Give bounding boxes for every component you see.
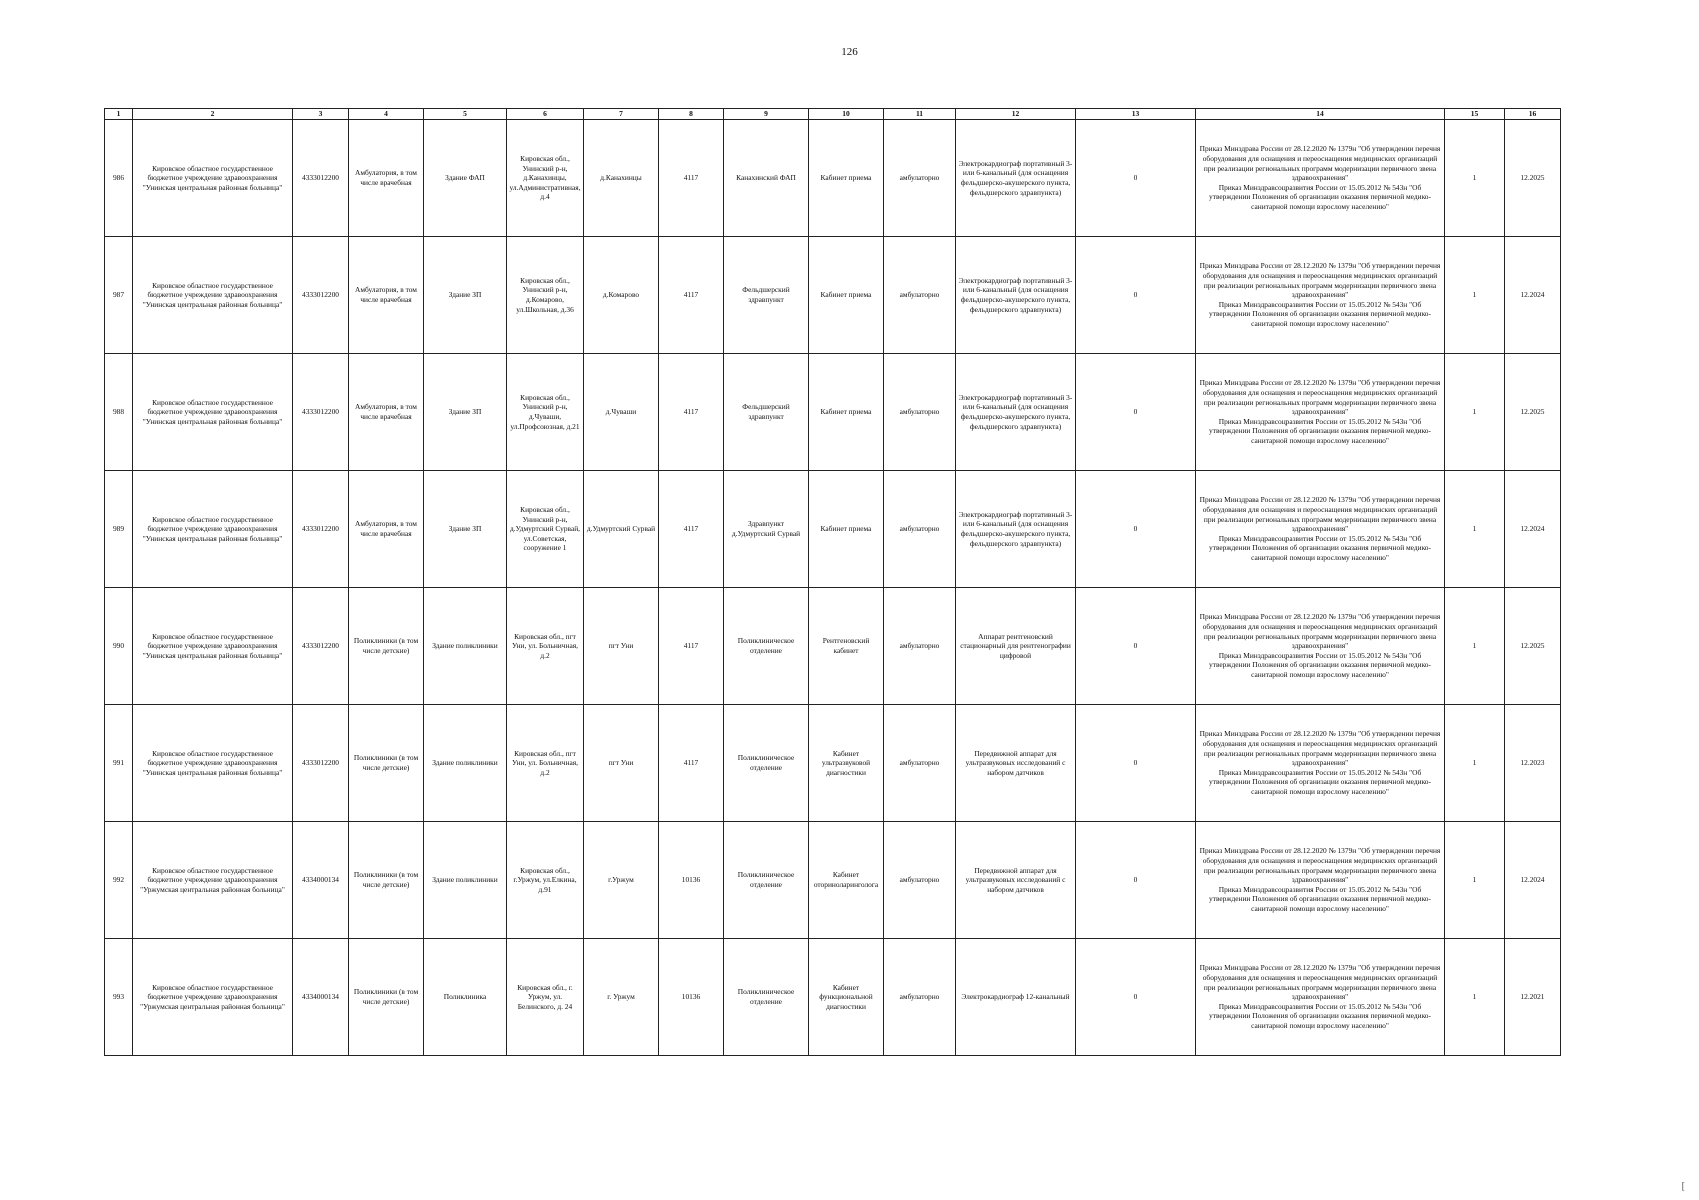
code-cell: 4117 — [659, 120, 724, 237]
care-mode-cell: амбулаторно — [884, 354, 956, 471]
facility-type-cell: Поликлиники (в том числе детские) — [349, 939, 424, 1056]
column-number-4: 4 — [349, 109, 424, 120]
column-number-5: 5 — [424, 109, 507, 120]
planned-count-cell: 1 — [1445, 471, 1505, 588]
facility-type-cell: Амбулатория, в том числе врачебная — [349, 237, 424, 354]
organization-cell: Кировское областное государственное бюджетное учреждение здравоохранения "Уржумская центральная районная больница" — [133, 822, 293, 939]
room-cell: Кабинет приема — [809, 471, 884, 588]
inn-cell: 4333012200 — [293, 354, 349, 471]
legal-basis-cell: Приказ Минздрава России от 28.12.2020 № 1379н "Об утверждении перечня оборудования для оснащения и переоснащения медицинских организаций при реализации региональных программ модернизации первичного звена здравоохранения" Приказ Минздравсоцразвития России от 15.05.2012 № 543н "Об утверждении Положения об организации оказания первичной медико-санитарной помощи взрослому населению" — [1196, 237, 1445, 354]
facility-type-cell: Амбулатория, в том числе врачебная — [349, 120, 424, 237]
page-number: 126 — [841, 46, 858, 58]
due-date-cell: 12.2021 — [1505, 939, 1561, 1056]
inn-cell: 4333012200 — [293, 120, 349, 237]
address-cell: Кировская обл., г.Уржум, ул.Елкина, д.91 — [507, 822, 584, 939]
row-number-cell: 992 — [105, 822, 133, 939]
equipment-cell: Электрокардиограф 12-канальный — [956, 939, 1076, 1056]
due-date-cell: 12.2024 — [1505, 822, 1561, 939]
inn-cell: 4333012200 — [293, 471, 349, 588]
legal-basis-cell: Приказ Минздрава России от 28.12.2020 № 1379н "Об утверждении перечня оборудования для оснащения и переоснащения медицинских организаций при реализации региональных программ модернизации первичного звена здравоохранения" Приказ Минздравсоцразвития России от 15.05.2012 № 543н "Об утверждении Положения об организации оказания первичной медико-санитарной помощи взрослому населению" — [1196, 705, 1445, 822]
row-number-cell: 989 — [105, 471, 133, 588]
building-cell: Здание поликлиники — [424, 705, 507, 822]
inn-cell: 4333012200 — [293, 705, 349, 822]
unit-cell: Поликлиническое отделение — [724, 588, 809, 705]
due-date-cell: 12.2025 — [1505, 588, 1561, 705]
organization-cell: Кировское областное государственное бюджетное учреждение здравоохранения "Унинская центральная районная больница" — [133, 354, 293, 471]
care-mode-cell: амбулаторно — [884, 471, 956, 588]
legal-basis-cell: Приказ Минздрава России от 28.12.2020 № 1379н "Об утверждении перечня оборудования для оснащения и переоснащения медицинских организаций при реализации региональных программ модернизации первичного звена здравоохранения" Приказ Минздравсоцразвития России от 15.05.2012 № 543н "Об утверждении Положения об организации оказания первичной медико-санитарной помощи взрослому населению" — [1196, 822, 1445, 939]
building-cell: Здание поликлиники — [424, 822, 507, 939]
organization-cell: Кировское областное государственное бюджетное учреждение здравоохранения "Унинская центральная районная больница" — [133, 237, 293, 354]
row-number-cell: 986 — [105, 120, 133, 237]
settlement-cell: г.Уржум — [584, 822, 659, 939]
column-number-2: 2 — [133, 109, 293, 120]
quantity-cell: 0 — [1076, 471, 1196, 588]
address-cell: Кировская обл., пгт Уни, ул. Больничная, д.2 — [507, 588, 584, 705]
facility-type-cell: Поликлиники (в том числе детские) — [349, 822, 424, 939]
organization-cell: Кировское областное государственное бюджетное учреждение здравоохранения "Унинская центральная районная больница" — [133, 471, 293, 588]
quantity-cell: 0 — [1076, 237, 1196, 354]
table-row — [105, 354, 1561, 471]
row-number-cell: 993 — [105, 939, 133, 1056]
address-cell: Кировская обл., Унинский р-н, д.Удмуртский Сурвай, ул.Советская, сооружение 1 — [507, 471, 584, 588]
code-cell: 4117 — [659, 705, 724, 822]
column-number-row — [105, 109, 1561, 120]
address-cell: Кировская обл., Унинский р-н, д.Комарово, ул.Школьная, д.36 — [507, 237, 584, 354]
column-number-13: 13 — [1076, 109, 1196, 120]
quantity-cell: 0 — [1076, 939, 1196, 1056]
unit-cell: Фельдшерский здравпункт — [724, 354, 809, 471]
address-cell: Кировская обл., г. Уржум, ул. Белинского, д. 24 — [507, 939, 584, 1056]
code-cell: 4117 — [659, 354, 724, 471]
due-date-cell: 12.2024 — [1505, 471, 1561, 588]
inn-cell: 4334000134 — [293, 822, 349, 939]
building-cell: Здание ЗП — [424, 237, 507, 354]
column-number-1: 1 — [105, 109, 133, 120]
quantity-cell: 0 — [1076, 120, 1196, 237]
unit-cell: Поликлиническое отделение — [724, 939, 809, 1056]
building-cell: Здание ФАП — [424, 120, 507, 237]
room-cell: Кабинет приема — [809, 237, 884, 354]
legal-basis-cell: Приказ Минздрава России от 28.12.2020 № 1379н "Об утверждении перечня оборудования для оснащения и переоснащения медицинских организаций при реализации региональных программ модернизации первичного звена здравоохранения" Приказ Минздравсоцразвития России от 15.05.2012 № 543н "Об утверждении Положения об организации оказания первичной медико-санитарной помощи взрослому населению" — [1196, 120, 1445, 237]
column-number-8: 8 — [659, 109, 724, 120]
quantity-cell: 0 — [1076, 822, 1196, 939]
column-number-14: 14 — [1196, 109, 1445, 120]
legal-basis-cell: Приказ Минздрава России от 28.12.2020 № 1379н "Об утверждении перечня оборудования для оснащения и переоснащения медицинских организаций при реализации региональных программ модернизации первичного звена здравоохранения" Приказ Минздравсоцразвития России от 15.05.2012 № 543н "Об утверждении Положения об организации оказания первичной медико-санитарной помощи взрослому населению" — [1196, 354, 1445, 471]
table-row — [105, 939, 1561, 1056]
settlement-cell: д.Комарово — [584, 237, 659, 354]
table-row — [105, 705, 1561, 822]
organization-cell: Кировское областное государственное бюджетное учреждение здравоохранения "Унинская центральная районная больница" — [133, 120, 293, 237]
planned-count-cell: 1 — [1445, 588, 1505, 705]
equipment-cell: Электрокардиограф портативный 3- или 6-канальный (для оснащения фельдшерско-акушерского пункта, фельдшерского здравпункта) — [956, 237, 1076, 354]
planned-count-cell: 1 — [1445, 705, 1505, 822]
due-date-cell: 12.2024 — [1505, 237, 1561, 354]
row-number-cell: 987 — [105, 237, 133, 354]
equipment-cell: Аппарат рентгеновский стационарный для рентгенографии цифровой — [956, 588, 1076, 705]
code-cell: 4117 — [659, 237, 724, 354]
column-number-15: 15 — [1445, 109, 1505, 120]
unit-cell: Канахинский ФАП — [724, 120, 809, 237]
room-cell: Рентгеновский кабинет — [809, 588, 884, 705]
settlement-cell: д.Чуваши — [584, 354, 659, 471]
legal-basis-cell: Приказ Минздрава России от 28.12.2020 № 1379н "Об утверждении перечня оборудования для оснащения и переоснащения медицинских организаций при реализации региональных программ модернизации первичного звена здравоохранения" Приказ Минздравсоцразвития России от 15.05.2012 № 543н "Об утверждении Положения об организации оказания первичной медико-санитарной помощи взрослому населению" — [1196, 471, 1445, 588]
equipment-cell: Электрокардиограф портативный 3- или 6-канальный (для оснащения фельдшерско-акушерского пункта, фельдшерского здравпункта) — [956, 471, 1076, 588]
planned-count-cell: 1 — [1445, 354, 1505, 471]
settlement-cell: пгт Уни — [584, 705, 659, 822]
column-number-9: 9 — [724, 109, 809, 120]
column-number-12: 12 — [956, 109, 1076, 120]
facility-type-cell: Амбулатория, в том числе врачебная — [349, 354, 424, 471]
care-mode-cell: амбулаторно — [884, 237, 956, 354]
code-cell: 4117 — [659, 471, 724, 588]
legal-basis-cell: Приказ Минздрава России от 28.12.2020 № 1379н "Об утверждении перечня оборудования для оснащения и переоснащения медицинских организаций при реализации региональных программ модернизации первичного звена здравоохранения" Приказ Минздравсоцразвития России от 15.05.2012 № 543н "Об утверждении Положения об организации оказания первичной медико-санитарной помощи взрослому населению" — [1196, 939, 1445, 1056]
facility-type-cell: Поликлиники (в том числе детские) — [349, 588, 424, 705]
settlement-cell: д.Удмуртский Сурвай — [584, 471, 659, 588]
column-number-10: 10 — [809, 109, 884, 120]
corner-mark: [ — [1681, 1181, 1685, 1192]
table-row — [105, 588, 1561, 705]
building-cell: Здание ЗП — [424, 471, 507, 588]
planned-count-cell: 1 — [1445, 120, 1505, 237]
legal-basis-cell: Приказ Минздрава России от 28.12.2020 № 1379н "Об утверждении перечня оборудования для оснащения и переоснащения медицинских организаций при реализации региональных программ модернизации первичного звена здравоохранения" Приказ Минздравсоцразвития России от 15.05.2012 № 543н "Об утверждении Положения об организации оказания первичной медико-санитарной помощи взрослому населению" — [1196, 588, 1445, 705]
code-cell: 10136 — [659, 939, 724, 1056]
equipment-cell: Передвижной аппарат для ультразвуковых исследований с набором датчиков — [956, 705, 1076, 822]
care-mode-cell: амбулаторно — [884, 120, 956, 237]
equipment-cell: Электрокардиограф портативный 3- или 6-канальный (для оснащения фельдшерско-акушерского пункта, фельдшерского здравпункта) — [956, 120, 1076, 237]
column-number-6: 6 — [507, 109, 584, 120]
equipment-cell: Передвижной аппарат для ультразвуковых исследований с набором датчиков — [956, 822, 1076, 939]
room-cell: Кабинет приема — [809, 120, 884, 237]
table-row — [105, 120, 1561, 237]
unit-cell: Поликлиническое отделение — [724, 822, 809, 939]
care-mode-cell: амбулаторно — [884, 939, 956, 1056]
care-mode-cell: амбулаторно — [884, 588, 956, 705]
room-cell: Кабинет функциональной диагностики — [809, 939, 884, 1056]
inn-cell: 4334000134 — [293, 939, 349, 1056]
unit-cell: Поликлиническое отделение — [724, 705, 809, 822]
unit-cell: Здравпункт д.Удмуртский Сурвай — [724, 471, 809, 588]
building-cell: Поликлиника — [424, 939, 507, 1056]
care-mode-cell: амбулаторно — [884, 822, 956, 939]
quantity-cell: 0 — [1076, 705, 1196, 822]
planned-count-cell: 1 — [1445, 237, 1505, 354]
planned-count-cell: 1 — [1445, 822, 1505, 939]
row-number-cell: 991 — [105, 705, 133, 822]
unit-cell: Фельдшерский здравпункт — [724, 237, 809, 354]
settlement-cell: г. Уржум — [584, 939, 659, 1056]
address-cell: Кировская обл., Унинский р-н, д.Чуваши, ул.Профсоюзная, д.21 — [507, 354, 584, 471]
column-number-11: 11 — [884, 109, 956, 120]
due-date-cell: 12.2025 — [1505, 120, 1561, 237]
care-mode-cell: амбулаторно — [884, 705, 956, 822]
table-row — [105, 237, 1561, 354]
organization-cell: Кировское областное государственное бюджетное учреждение здравоохранения "Унинская центральная районная больница" — [133, 705, 293, 822]
address-cell: Кировская обл., Унинский р-н, д.Канахинцы, ул.Административная, д.4 — [507, 120, 584, 237]
inn-cell: 4333012200 — [293, 588, 349, 705]
equipment-registry-table — [104, 108, 1561, 1056]
facility-type-cell: Поликлиники (в том числе детские) — [349, 705, 424, 822]
column-number-7: 7 — [584, 109, 659, 120]
room-cell: Кабинет оториноларинголога — [809, 822, 884, 939]
column-number-16: 16 — [1505, 109, 1561, 120]
organization-cell: Кировское областное государственное бюджетное учреждение здравоохранения "Унинская центральная районная больница" — [133, 588, 293, 705]
inn-cell: 4333012200 — [293, 237, 349, 354]
due-date-cell: 12.2025 — [1505, 354, 1561, 471]
table-row — [105, 822, 1561, 939]
table-row — [105, 471, 1561, 588]
building-cell: Здание ЗП — [424, 354, 507, 471]
settlement-cell: д.Канахинцы — [584, 120, 659, 237]
code-cell: 4117 — [659, 588, 724, 705]
building-cell: Здание поликлиники — [424, 588, 507, 705]
room-cell: Кабинет приема — [809, 354, 884, 471]
facility-type-cell: Амбулатория, в том числе врачебная — [349, 471, 424, 588]
organization-cell: Кировское областное государственное бюджетное учреждение здравоохранения "Уржумская центральная районная больница" — [133, 939, 293, 1056]
room-cell: Кабинет ультразвуковой диагностики — [809, 705, 884, 822]
due-date-cell: 12.2023 — [1505, 705, 1561, 822]
quantity-cell: 0 — [1076, 354, 1196, 471]
code-cell: 10136 — [659, 822, 724, 939]
settlement-cell: пгт Уни — [584, 588, 659, 705]
equipment-cell: Электрокардиограф портативный 3- или 6-канальный (для оснащения фельдшерско-акушерского пункта, фельдшерского здравпункта) — [956, 354, 1076, 471]
address-cell: Кировская обл., пгт Уни, ул. Больничная, д.2 — [507, 705, 584, 822]
row-number-cell: 988 — [105, 354, 133, 471]
planned-count-cell: 1 — [1445, 939, 1505, 1056]
column-number-3: 3 — [293, 109, 349, 120]
quantity-cell: 0 — [1076, 588, 1196, 705]
row-number-cell: 990 — [105, 588, 133, 705]
table-body — [105, 120, 1561, 1056]
